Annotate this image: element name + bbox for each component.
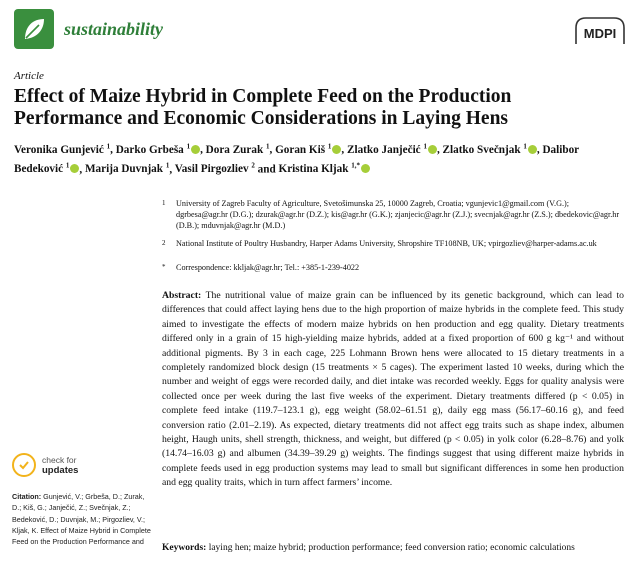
- author-name: Zlatko Svečnjak: [442, 143, 521, 156]
- orcid-icon[interactable]: [528, 145, 537, 154]
- author-affiliation-sup: 1: [265, 142, 270, 150]
- orcid-icon[interactable]: [361, 164, 370, 173]
- author[interactable]: [347, 144, 437, 156]
- author-name: Kristina Kljak: [278, 163, 349, 176]
- refresh-icon: [12, 453, 36, 477]
- affiliation: [162, 238, 622, 249]
- journal-name[interactable]: sustainability: [64, 18, 164, 39]
- author[interactable]: [275, 144, 341, 156]
- abstract-label: Abstract:: [162, 290, 202, 301]
- author[interactable]: [175, 163, 255, 175]
- author-name: Dora Zurak: [205, 143, 264, 156]
- author-separator: ,: [341, 143, 347, 156]
- author-affiliation-sup: 1: [327, 142, 332, 150]
- author-separator: and: [254, 163, 279, 176]
- affiliation: [162, 198, 622, 232]
- author-separator: ,: [269, 143, 276, 156]
- check-updates-button[interactable]: [12, 453, 78, 477]
- author-name: Marija Duvnjak: [85, 163, 164, 176]
- author-separator: ,: [79, 163, 85, 176]
- affiliation-number: 2: [162, 239, 166, 247]
- author-name: Zlatko Janječić: [347, 143, 421, 156]
- author[interactable]: [85, 163, 169, 175]
- affiliation: [162, 262, 622, 273]
- author-affiliation-sup: 1: [423, 142, 427, 150]
- mdpi-logo[interactable]: [572, 14, 628, 46]
- citation-label: Citation:: [12, 492, 42, 501]
- author-affiliation-sup: 1: [65, 161, 70, 170]
- check-updates-line1: check for: [42, 454, 77, 465]
- author-name: Vasil Pirgozliev: [174, 163, 249, 176]
- keywords-text: laying hen; maize hybrid; production performance; feed conversion ratio; economic calculations: [208, 543, 575, 553]
- orcid-icon[interactable]: [428, 145, 437, 154]
- author-affiliation-sup: 1,*: [351, 161, 360, 170]
- affiliation-number: 1: [162, 199, 166, 207]
- keywords: [162, 542, 628, 555]
- author[interactable]: [14, 144, 110, 156]
- orcid-icon[interactable]: [191, 145, 200, 154]
- keywords-label: Keywords:: [162, 543, 207, 553]
- affiliation-text: University of Zagreb Faculty of Agriculture, Svetošimunska 25, 10000 Zagreb, Croatia; vgunjevic1@gmail.com (V.G.); dgrbesa@agr.hr (D.G.); dzurak@agr.hr (D.Z.); kis@agr.hr (G.K.); zjanjecic@agr.hr (Z.J.); svecnjak@agr.hr (Z.S.); dbedekovic@agr.hr (D.B.); mduvnjak@agr.hr (M.D.): [176, 199, 620, 231]
- author-name: Dalibor Bedeković: [14, 143, 579, 176]
- affiliation-number: *: [162, 263, 166, 271]
- abstract-text: The nutritional value of maize grain can be influenced by its genetic background, which can lead to differences that could affect laying hens due to the high proportion of maize hybrids in the complete feed. This study aimed to investigate the effects of modern maize hybrids on hen production and egg quality. Dietary treatments differed only in a grain of 15 high-yielding maize hybrids, added at a fixed proportion of 600 g kg⁻¹ and without additional pigments. By 3 in each cage, 225 Lohmann Brown hens were allocated to 15 dietary treatments in a completely randomized block design (15 treatments × 5 cages). The experiment lasted 10 weeks, during which the number and weight of eggs were recorded daily, and diet intake was recorded weekly. Eggs for quality analysis were collected once per week during the last five weeks of the experiment. Dietary treatments differed (p < 0.05) in complete feed intake (119.7–123.1 g), egg weight (58.02–61.51 g), daily egg mass (56.17–60.16 g), and feed conversion ratio (2.01–2.19). As expected, dietary treatments did not affect egg traits such as shape index, albumen height, Haugh units, shell strength, thickness, and weight, but differed (p < 0.05) in yolk color (6.28–8.76) and yolk (14.74–16.03 g) and albumen (34.39–39.29 g) weights. The findings suggest that using different maize hybrids in complete feeds used in egg production systems may lead to small but significant differences in some hen production and egg quality traits, which in turn affect farmers’ income.: [162, 290, 624, 489]
- author-affiliation-sup: 1: [523, 142, 527, 150]
- author[interactable]: [206, 144, 270, 156]
- author-name: Veronika Gunjević: [14, 143, 104, 156]
- citation-text: Gunjević, V.; Grbeša, D.; Zurak, D.; Kiš, G.; Janječić, Z.; Svečnjak, Z.; Bedeković, D.; Duvnjak, M.; Pirgozliev, V.; Kljak, K. Effect of Maize Hybrid in Complete Feed on the Production Performance and: [12, 492, 151, 547]
- leaf-icon: [14, 9, 54, 49]
- author[interactable]: [116, 144, 200, 156]
- citation: [12, 491, 152, 547]
- author-separator: ,: [436, 143, 443, 156]
- journal-header: [14, 9, 163, 49]
- author-affiliation-sup: 1: [106, 142, 111, 150]
- author-name: Darko Grbeša: [115, 143, 184, 156]
- author-separator: ,: [169, 163, 175, 176]
- affiliation-text: Correspondence: kkljak@agr.hr; Tel.: +385-1-239-4022: [176, 263, 360, 272]
- check-updates-line2: updates: [42, 464, 79, 476]
- author-name: Goran Kiš: [275, 143, 326, 156]
- author-separator: ,: [110, 143, 116, 156]
- abstract: [162, 289, 624, 491]
- publisher-name: MDPI: [583, 26, 617, 41]
- author-affiliation-sup: 1: [186, 142, 191, 150]
- author-affiliation-sup: 2: [251, 161, 255, 170]
- author[interactable]: [279, 163, 370, 175]
- author-list: [14, 138, 624, 177]
- article-type: Article: [14, 70, 44, 82]
- author-separator: ,: [200, 143, 206, 156]
- author-affiliation-sup: 1: [165, 161, 170, 170]
- author-separator: ,: [536, 143, 543, 156]
- author[interactable]: [443, 144, 537, 156]
- paper-title: Effect of Maize Hybrid in Complete Feed on the Production Performance and Economic Considerations in Laying Hens: [14, 86, 512, 129]
- affiliation-text: National Institute of Poultry Husbandry, Harper Adams University, Shropshire TF108NB, UK; vpirgozliev@harper-adams.ac.uk: [176, 239, 597, 248]
